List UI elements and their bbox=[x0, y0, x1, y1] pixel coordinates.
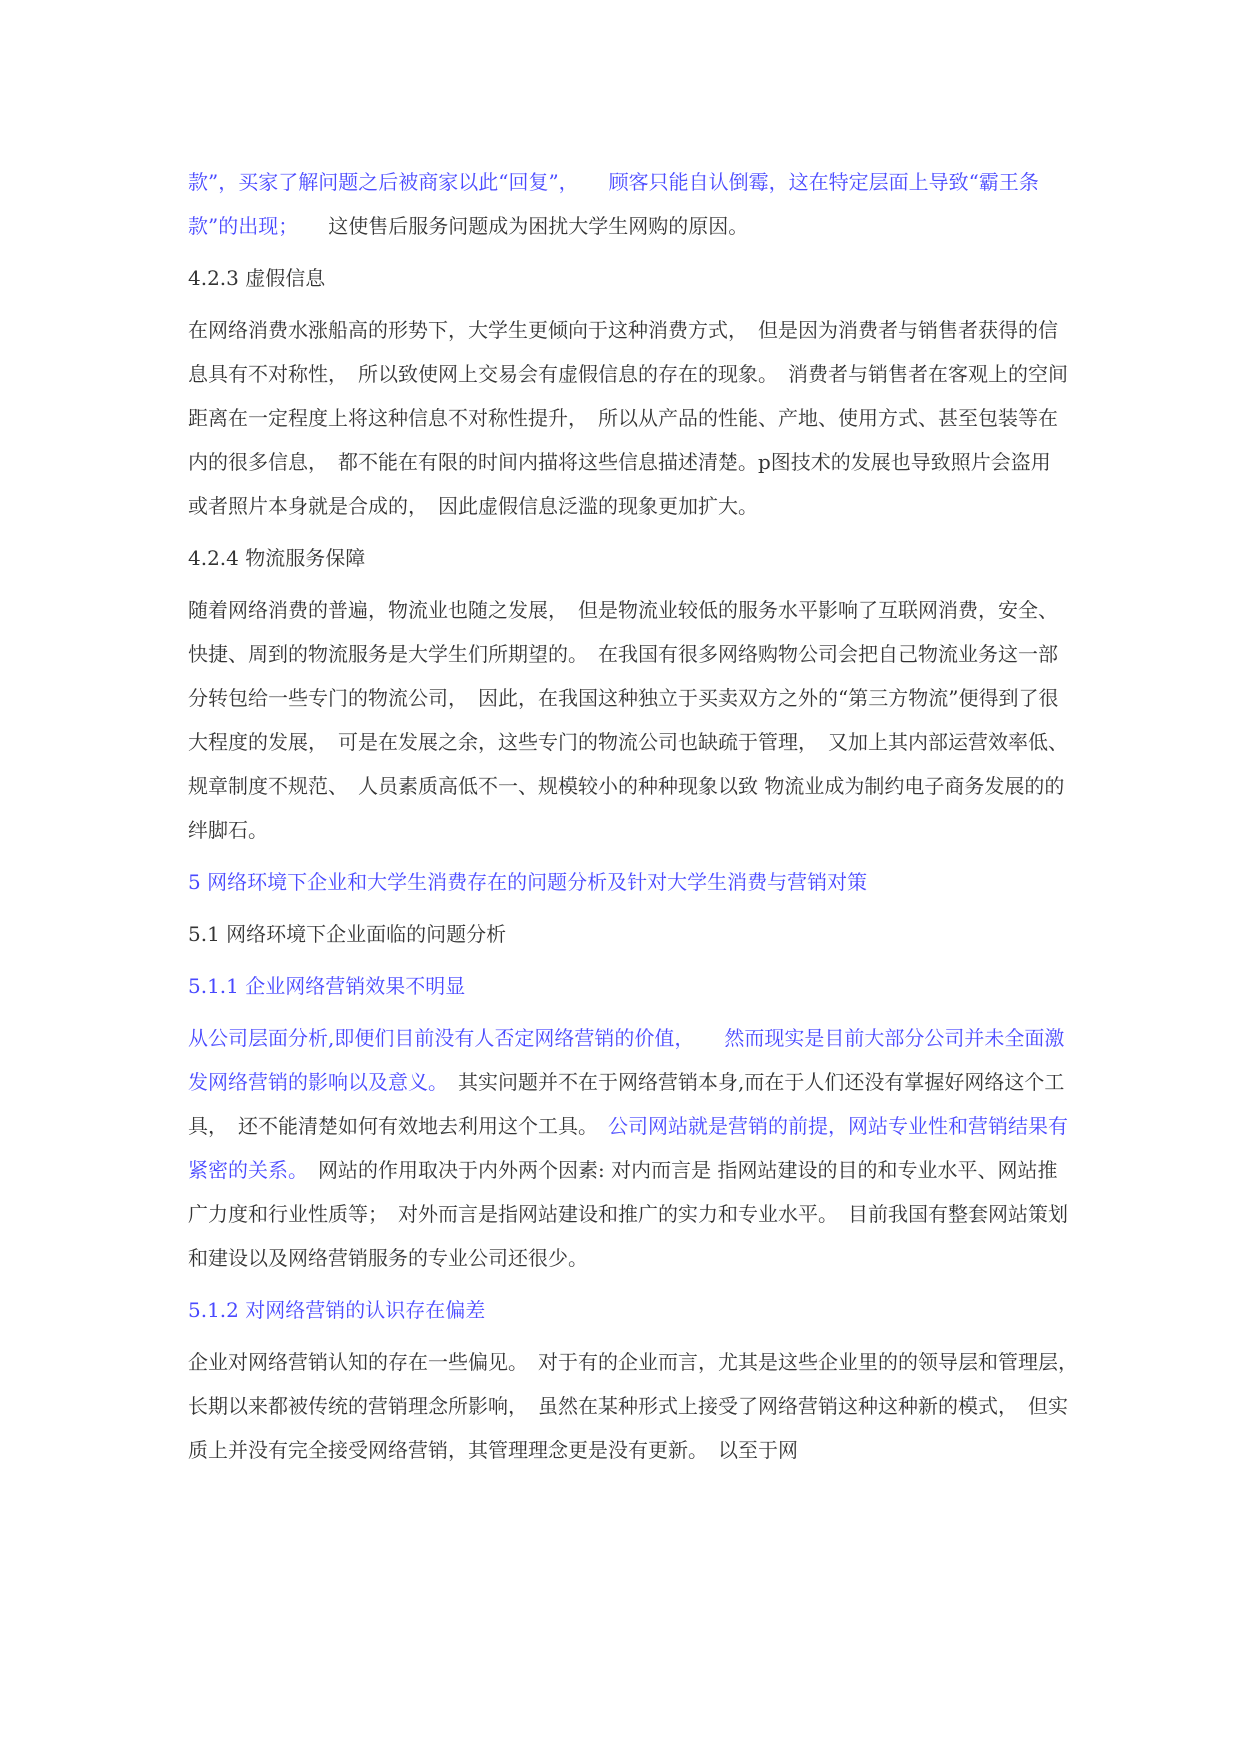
heading-5-1-2: 5.1.2 对网络营销的认识存在偏差 bbox=[188, 1298, 486, 1322]
text-run-highlight: 公司网站就是营销的前提，网站专业性和营销结果有紧密的关系。 bbox=[188, 1114, 1068, 1182]
heading-5-1: 5.1 网络环境下企业面临的问题分析 bbox=[188, 922, 507, 946]
heading-4-2-4: 4.2.4 物流服务保障 bbox=[188, 546, 366, 570]
text-run: 其实问题并不在于网络营销本身,而在于人们还没有掌握好网络这个工具， 还不能清楚如何有效地去利用这个工具。 bbox=[188, 1070, 1065, 1138]
document-body bbox=[188, 160, 1088, 1472]
paragraph-marketing-perception: 企业对网络营销认知的存在一些偏见。 对于有的企业而言，尤其是这些企业里的的领导层和管理层， 长期以来都被传统的营销理念所影响， 虽然在某种形式上接受了网络营销这种这种新的模式， 但实质上并没有完全接受网络营销，其管理理念更是没有更新。 以至于网 bbox=[188, 1350, 1088, 1462]
text-run-highlight: 款”，买家了解问题之后被商家以此“回复”， 顾客只能自认倒霉，这在特定层面上导致“霸王条款”的出现； bbox=[188, 170, 1039, 238]
paragraph-marketing-effect bbox=[188, 1016, 1068, 1280]
heading-5: 5 网络环境下企业和大学生消费存在的问题分析及针对大学生消费与营销对策 bbox=[188, 870, 868, 894]
paragraph-after-sales bbox=[188, 160, 1068, 248]
text-run: 这使售后服务问题成为困扰大学生网购的原因。 bbox=[288, 214, 749, 238]
text-run: 网站的作用取决于内外两个因素: 对内而言是 指网站建设的目的和专业水平、网站推广力度和行业性质等； 对外而言是指网站建设和推广的实力和专业水平。 目前我国有整套网站策划和建设以及网络营销服务的专业公司还很少。 bbox=[188, 1158, 1068, 1270]
paragraph-false-information: 在网络消费水涨船高的形势下，大学生更倾向于这种消费方式， 但是因为消费者与销售者获得的信息具有不对称性， 所以致使网上交易会有虚假信息的存在的现象。 消费者与销售者在客观上的空间距离在一定程度上将这种信息不对称性提升， 所以从产品的性能、产地、使用方式、甚至包装等在内的很多信息， 都不能在有限的时间内描将这些信息描述清楚。p图技术的发展也导致照片会盗用或者照片本身就是合成的， 因此虚假信息泛滥的现象更加扩大。 bbox=[188, 318, 1068, 518]
heading-4-2-3: 4.2.3 虚假信息 bbox=[188, 266, 326, 290]
paragraph-logistics: 随着网络消费的普遍，物流业也随之发展， 但是物流业较低的服务水平影响了互联网消费，安全、快捷、周到的物流服务是大学生们所期望的。 在我国有很多网络购物公司会把自己物流业务这一部分转包给一些专门的物流公司， 因此，在我国这种独立于买卖双方之外的“第三方物流”便得到了很大程度的发展， 可是在发展之余，这些专门的物流公司也缺疏于管理， 又加上其内部运营效率低、规章制度不规范、 人员素质高低不一、规模较小的种种现象以致 物流业成为制约电子商务发展的的绊脚石。 bbox=[188, 598, 1068, 842]
text-run-highlight: 从公司层面分析,即便们目前没有人否定网络营销的价值， 然而现实是目前大部分公司并未全面激发网络营销的影响以及意义。 bbox=[188, 1026, 1065, 1094]
heading-5-1-1: 5.1.1 企业网络营销效果不明显 bbox=[188, 974, 466, 998]
